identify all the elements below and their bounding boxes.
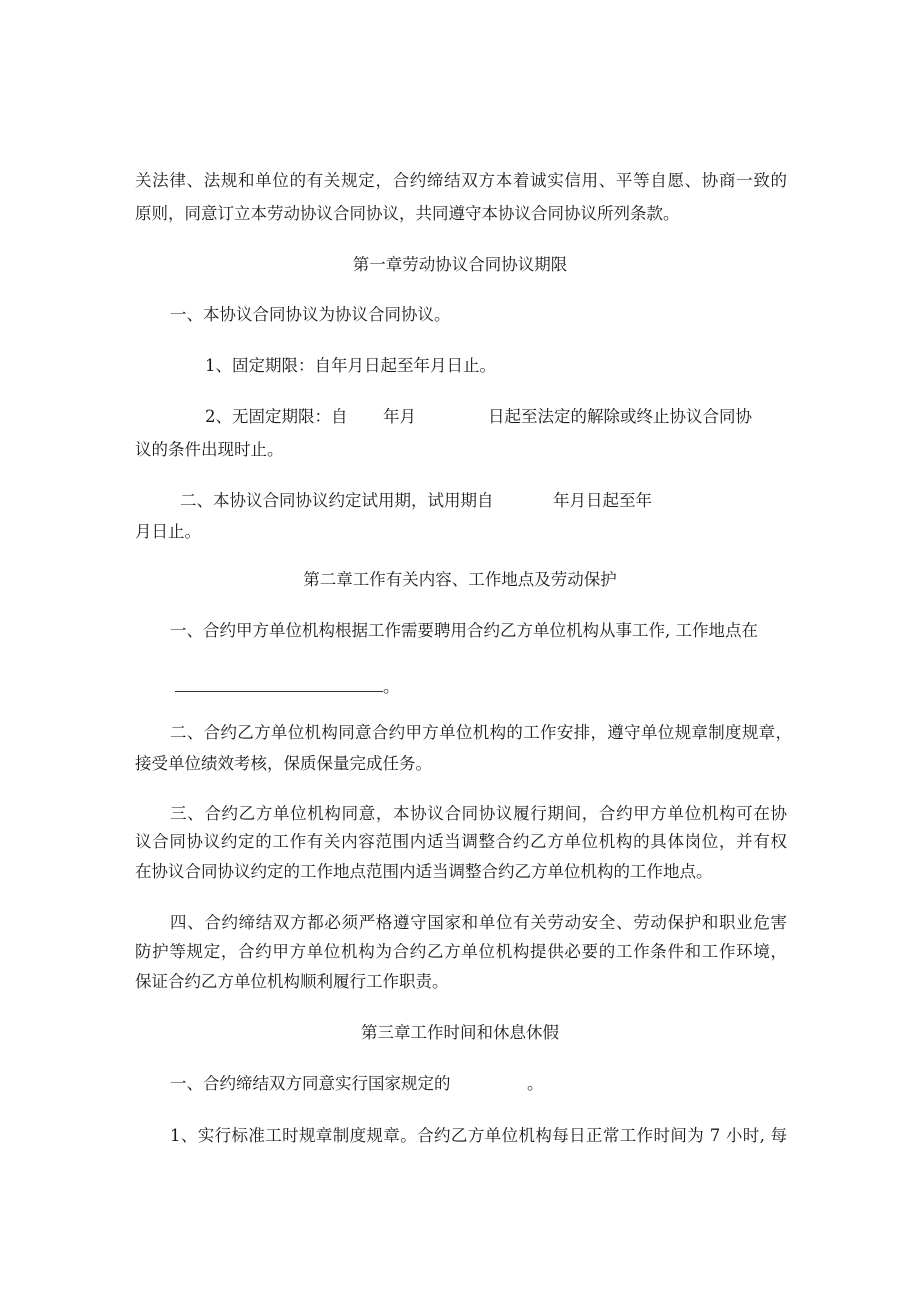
chapter-2-item-1-blank-line (175, 676, 400, 698)
work-location-blank (175, 677, 383, 692)
chapter-1-sub-2-part-a: 2、无固定期限：自 (205, 407, 348, 426)
chapter-1-item-2-part-b: 年月日起至年 (553, 491, 652, 510)
chapter-1-item-2-part-a: 二、本协议合同协议约定试用期，试用期自 (180, 491, 494, 510)
chapter-1-sub-2-part-c: 日起至法定的解除或终止协议合同协 (488, 407, 752, 426)
chapter-3-item-1-part-a: 一、合约缔结双方同意实行国家规定的 (170, 1074, 451, 1093)
chapter-1-sub-2-part-b: 年月 (383, 407, 416, 426)
chapter-1-sub-2-line-2: 议的条件出现时止。 (135, 440, 284, 459)
chapter-2-item-2-line-1: 二、合约乙方单位机构同意合约甲方单位机构的工作安排，遵守单位规章制度规章， (170, 723, 792, 742)
chapter-3-item-1-part-b: 。 (527, 1074, 544, 1093)
chapter-3-sub-1: 1、实行标准工时规章制度规章。合约乙方单位机构每日正常工作时间为 7 小时, 每 (170, 1126, 787, 1145)
chapter-2-item-1-end: 。 (383, 677, 400, 696)
chapter-1-item-1: 一、本协议合同协议为协议合同协议。 (170, 305, 451, 324)
intro-line-1: 关法律、法规和单位的有关规定，合约缔结双方本着诚实信用、平等自愿、协商一致的 (135, 171, 787, 190)
chapter-1-heading: 第一章劳动协议合同协议期限 (352, 255, 568, 274)
chapter-2-item-3-line-3: 在协议合同协议约定的工作地点范围内适当调整合约乙方单位机构的工作地点。 (135, 862, 713, 881)
chapter-2-heading: 第二章工作有关内容、工作地点及劳动保护 (303, 570, 617, 589)
chapter-2-item-4-line-2: 防护等规定，合约甲方单位机构为合约乙方单位机构提供必要的工作条件和工作环境， (135, 942, 787, 961)
chapter-2-item-3-line-1: 三、合约乙方单位机构同意，本协议合同协议履行期间，合约甲方单位机构可在协 (170, 804, 787, 823)
chapter-2-item-4-line-1: 四、合约缔结双方都必须严格遵守国家和单位有关劳动安全、劳动保护和职业危害 (170, 913, 787, 932)
intro-line-2: 原则，同意订立本劳动协议合同协议，共同遵守本协议合同协议所列条款。 (135, 204, 680, 223)
chapter-1-sub-1: 1、固定期限：自年月日起至年月日止。 (205, 356, 496, 375)
chapter-1-item-2-line-2: 月日止。 (135, 522, 201, 541)
chapter-2-item-3-line-2: 议合同协议约定的工作有关内容范围内适当调整合约乙方单位机构的具体岗位，并有权 (135, 832, 787, 851)
chapter-2-item-2-line-2: 接受单位绩效考核，保质保量完成任务。 (135, 754, 432, 773)
chapter-2-item-1: 一、合约甲方单位机构根据工作需要聘用合约乙方单位机构从事工作, 工作地点在 (170, 621, 758, 640)
chapter-3-heading: 第三章工作时间和休息休假 (361, 1023, 559, 1042)
chapter-2-item-4-line-3: 保证合约乙方单位机构顺利履行工作职责。 (135, 972, 449, 991)
